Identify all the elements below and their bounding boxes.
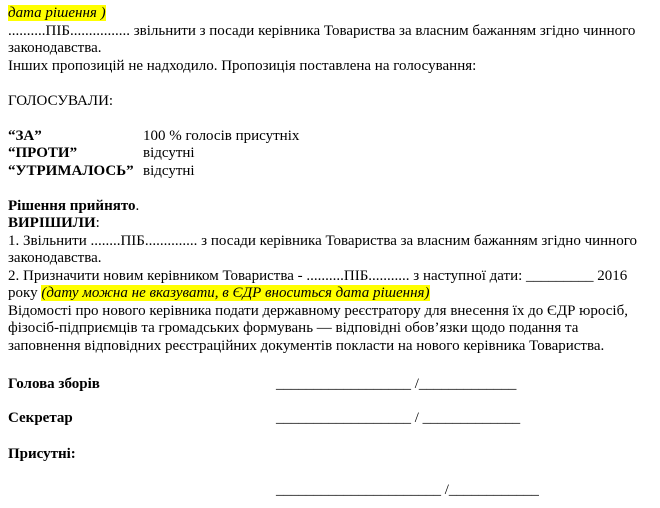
resolution-item-1-cont: законодавства.: [8, 250, 102, 266]
present-label: Присутні:: [8, 446, 76, 462]
votes-table: [8, 128, 653, 181]
vote-value: відсутні: [143, 145, 195, 161]
signature-line: __________________ /_____________: [276, 376, 517, 392]
name-placeholder: ПІБ: [45, 22, 70, 39]
paragraph-3-line-2: фізосіб-підприємців та громадських формувань — відповідні обов’язки щодо подання та: [8, 320, 579, 336]
paragraph-1: [8, 23, 653, 41]
present-signature-line: ______________________ /____________: [276, 482, 539, 498]
vote-value: 100 % голосів присутніх: [143, 127, 300, 144]
header-fragment: [8, 5, 653, 23]
signature-line: __________________ / _____________: [276, 410, 521, 426]
dots: ..........: [8, 22, 46, 39]
paragraph-text: звільнити з посади керівника Товариства за власним бажанням згідно чинного: [129, 22, 636, 39]
year-word: року: [8, 285, 42, 301]
vote-value: відсутні: [143, 162, 195, 179]
highlighted-note: (дату можна не вказувати, в ЄДР вноситься дата рішення): [41, 285, 430, 301]
resolution-item-2-cont: [8, 285, 653, 303]
resolution-item-2: 2. Призначити новим керівником Товариства - ..........ПІБ........... з наступної дати: _________ 2016: [8, 267, 628, 284]
decision-dot: .: [135, 197, 140, 214]
paragraph-1-cont: законодавства.: [8, 40, 102, 56]
resolved-line: [8, 215, 653, 233]
decision-accepted: Рішення прийнято: [8, 197, 136, 214]
vote-row-abstain: [8, 163, 653, 181]
vote-label: “ПРОТИ”: [8, 145, 78, 161]
resolved-colon: :: [95, 215, 100, 231]
vote-row-for: [8, 128, 653, 146]
signature-role: Голова зборів: [8, 376, 100, 392]
resolved-heading: ВИРІШИЛИ: [8, 215, 96, 231]
vote-label: “УТРИМАЛОСЬ”: [8, 162, 134, 179]
voted-heading: ГОЛОСУВАЛИ:: [8, 92, 114, 109]
signature-role: Секретар: [8, 410, 73, 426]
vote-label: “ЗА”: [8, 127, 42, 144]
paragraph-3-line-1: Відомості про нового керівника подати державному реєстратору для внесення їх до ЄДР юросіб,: [8, 302, 628, 319]
dots: ................: [69, 22, 130, 39]
resolution-item-1: 1. Звільнити ........ПІБ.............. з посади керівника Товариства за власним бажанням згідно чинного: [8, 232, 637, 249]
paragraph-2: Інших пропозицій не надходило. Пропозиція поставлена на голосування:: [8, 57, 477, 74]
document-page: [8, 5, 653, 355]
paragraph-3-line-3: заповнення відповідних реєстраційних документів покласти на нового керівника Товариства.: [8, 337, 605, 354]
highlighted-note: дата рішення ): [8, 5, 106, 21]
vote-row-against: [8, 145, 653, 163]
decision-line: [8, 198, 653, 216]
